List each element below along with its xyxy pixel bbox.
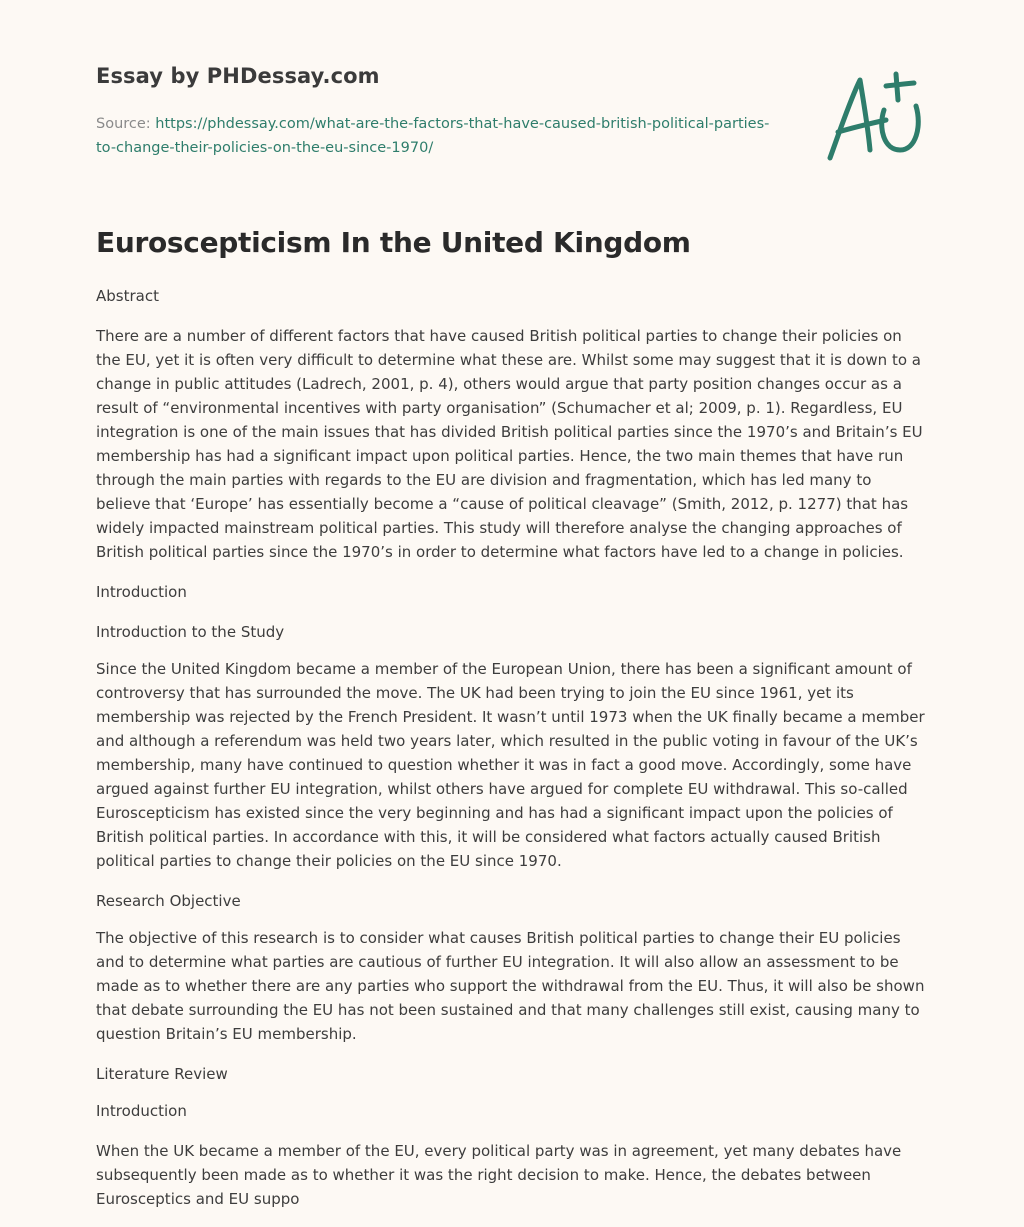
brand-title: Essay by PHDessay.com: [96, 64, 380, 88]
essay-title: Euroscepticism In the United Kingdom: [96, 226, 691, 259]
intro-study-heading: Introduction to the Study: [96, 623, 285, 641]
abstract-paragraph: There are a number of different factors that have caused British political parties to change their policies on the EU, yet it is often very difficult to determine what these are. Whilst some may suggest that it is down to a change in public attitudes (Ladrech, 2001, p. 4), others would argue that party position changes occur as a result of “environmental incentives with party organisation” (Schumacher et al; 2009, p. 1). Regardless, EU integration is one of the main issues that has divided British political parties since the 1970’s and Britain’s EU membership has had a significant impact upon political parties. Hence, the two main themes that have run through the main parties with regards to the EU are division and fragmentation, which has led many to believe that ‘Europe’ has essentially become a “cause of political cleavage” (Smith, 2012, p. 1277) that has widely impacted mainstream political parties. This study will therefore analyse the changing approaches of British political parties since the 1970’s in order to determine what factors have led to a change in policies.: [96, 327, 923, 561]
a-plus-logo-icon: [824, 70, 928, 164]
source-line: [96, 112, 776, 160]
intro-study-paragraph: Since the United Kingdom became a member of the European Union, there has been a significant amount of controversy that has surrounded the move. The UK had been trying to join the EU since 1961, yet its membership was rejected by the French President. It wasn’t until 1973 when the UK finally became a member and although a referendum was held two years later, which resulted in the public voting in favour of the UK’s membership, many have continued to question whether it was in fact a good move. Accordingly, some have argued against further EU integration, whilst others have argued for complete EU withdrawal. This so-called Euroscepticism has existed since the very beginning and has had a significant impact upon the policies of British political parties. In accordance with this, it will be considered what factors actually caused British political parties to change their policies on the EU since 1970.: [96, 660, 925, 870]
literature-review-heading: Literature Review: [96, 1065, 228, 1083]
research-objective-heading: Research Objective: [96, 892, 241, 910]
introduction-heading: Introduction: [96, 583, 187, 601]
research-objective-paragraph: The objective of this research is to consider what causes British political parties to change their EU policies and to determine what parties are cautious of further EU integration. It will also allow an assessment to be made as to whether there are any parties who support the withdrawal from the EU. Thus, it will also be shown that debate surrounding the EU has not been sustained and that many challenges still exist, causing many to question Britain’s EU membership.: [96, 929, 925, 1043]
lit-intro-paragraph: When the UK became a member of the EU, every political party was in agreement, yet many debates have subsequently been made as to whether it was the right decision to make. Hence, the debates between Eurosceptics and EU suppo: [96, 1142, 902, 1208]
source-label: Source:: [96, 116, 156, 132]
source-link[interactable]: https://phdessay.com/what-are-the-factors-that-have-caused-british-political-parties-to-change-their-policies-on-the-eu-since-1970/: [96, 116, 770, 156]
lit-intro-heading: Introduction: [96, 1102, 187, 1120]
abstract-heading: Abstract: [96, 287, 159, 305]
